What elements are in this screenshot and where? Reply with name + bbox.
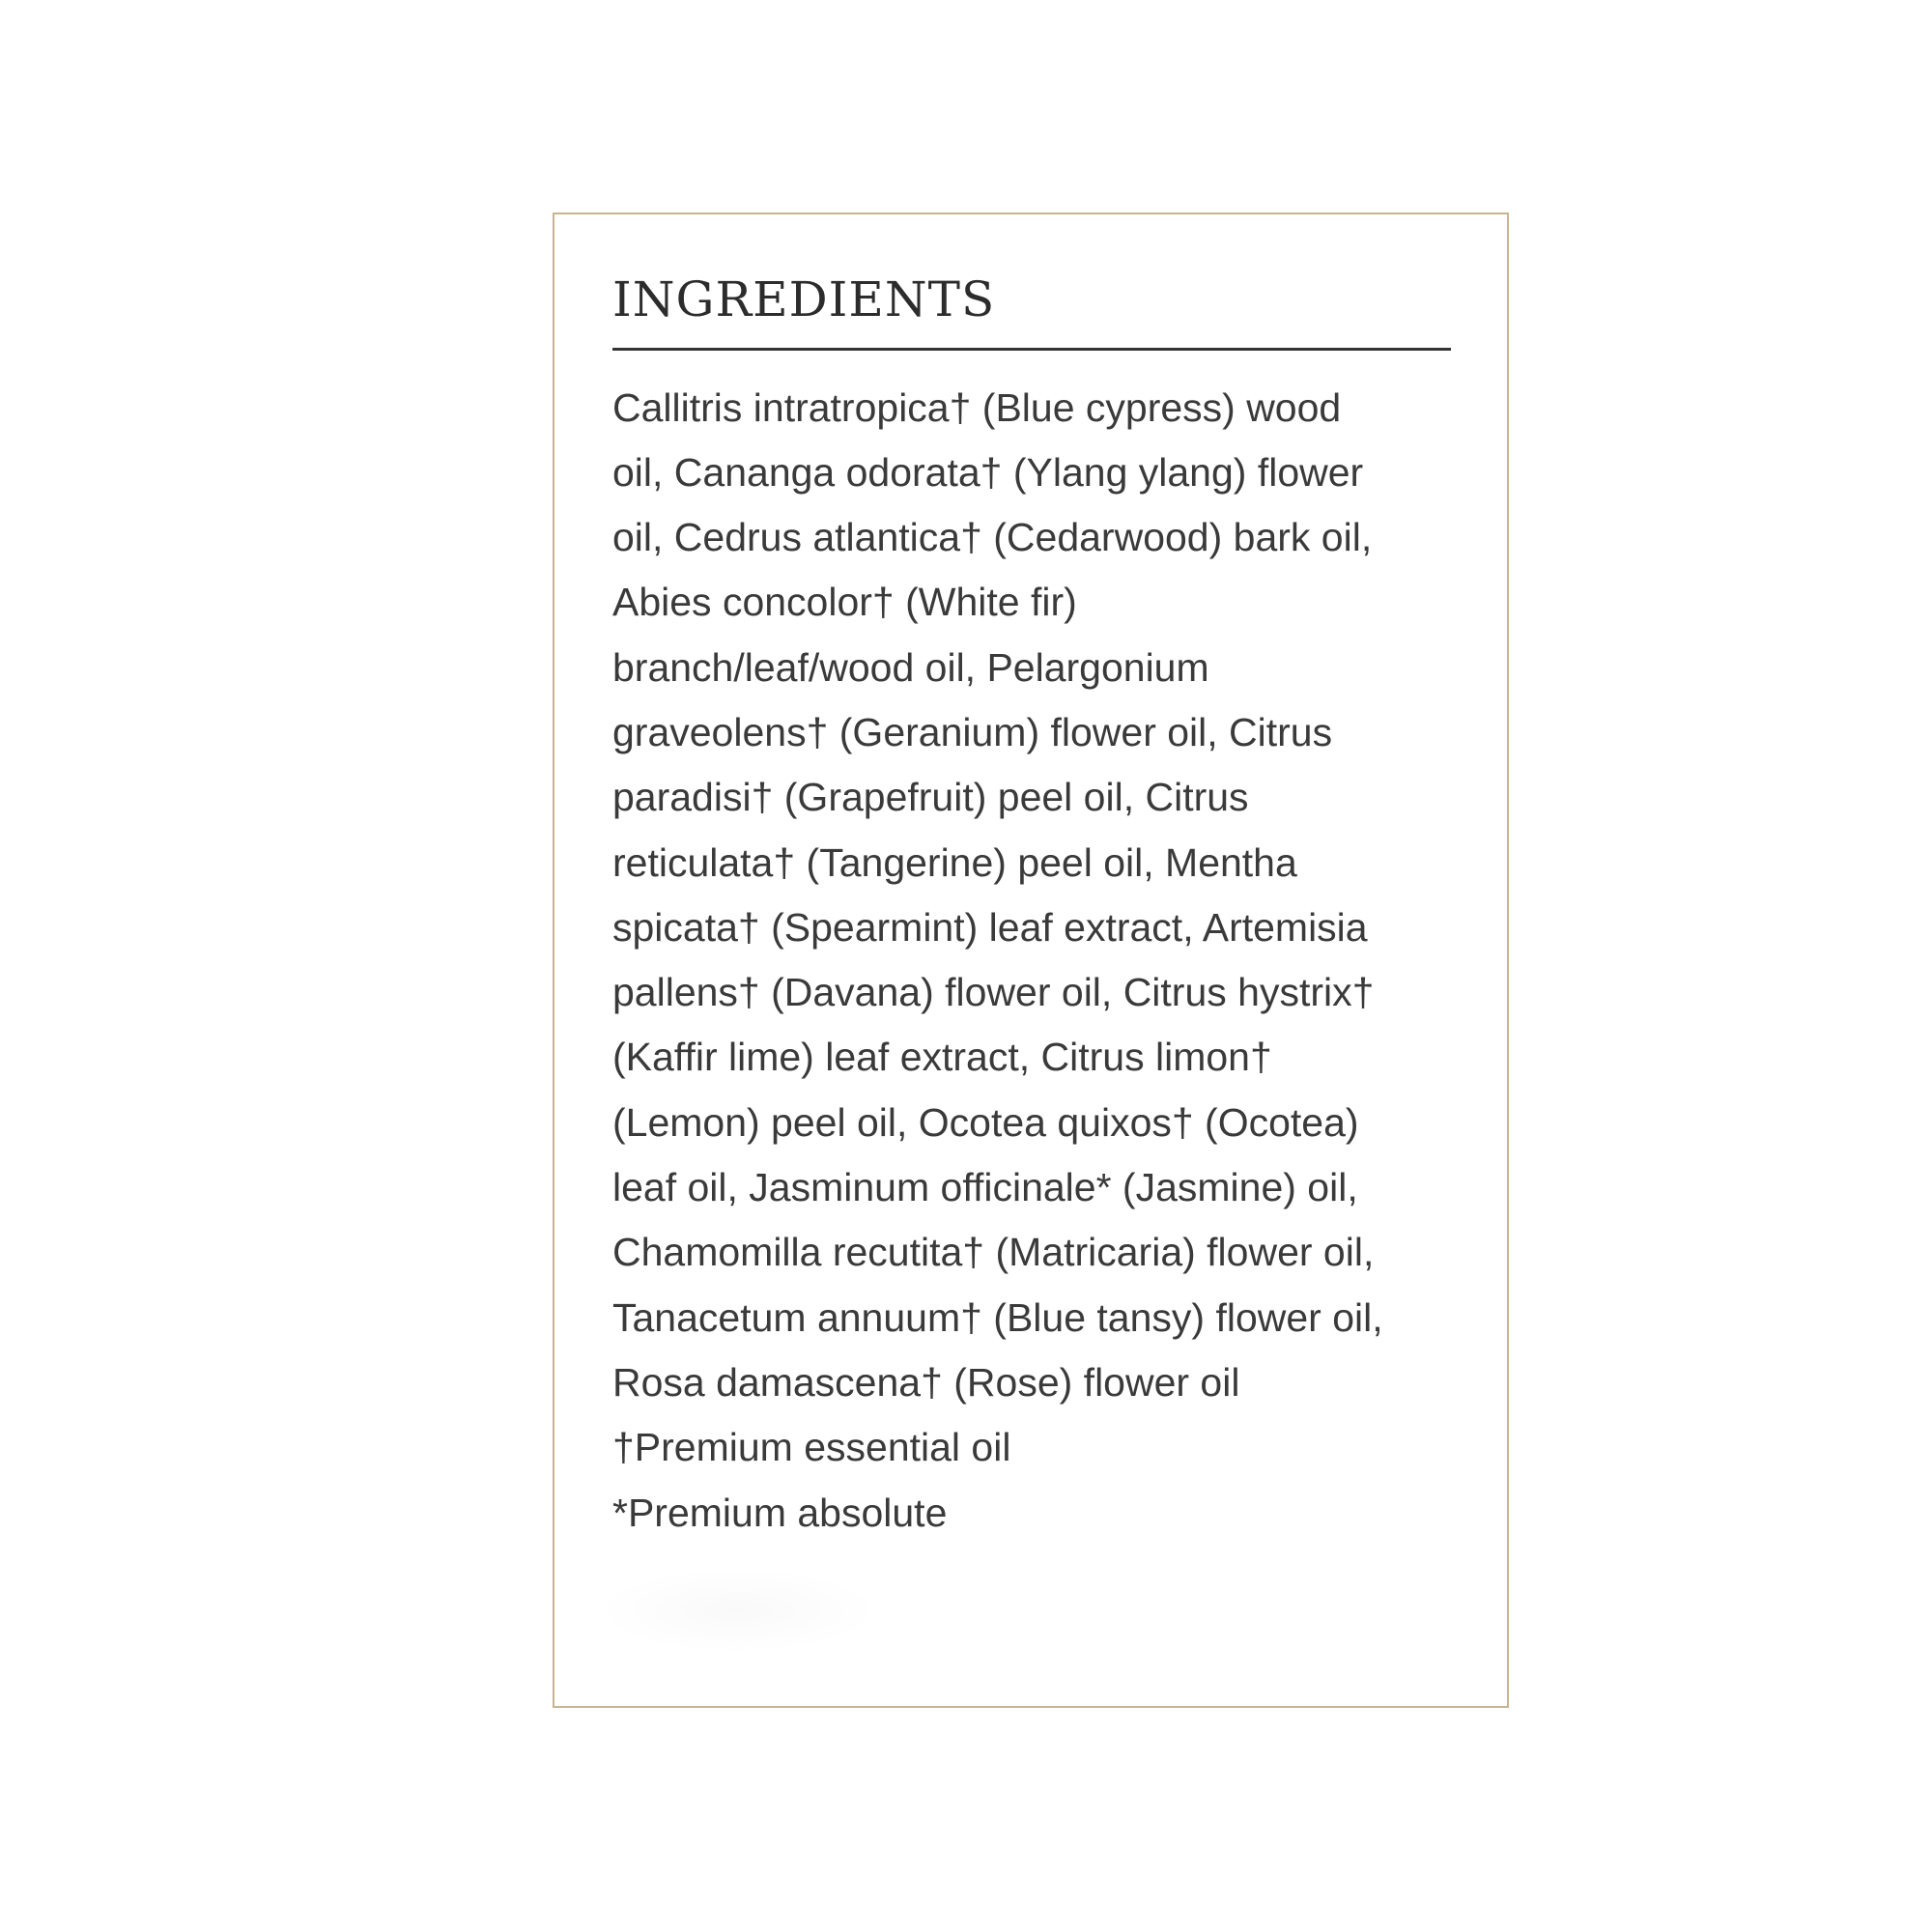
background-smudge [593,1567,883,1654]
ingredients-heading: INGREDIENTS [612,272,1451,351]
ingredients-content [612,272,1451,1546]
ingredients-list: Callitris intratropica† (Blue cypress) wood oil, Cananga odorata† (Ylang ylang) flower oil, Cedrus atlantica† (Cedarwood) bark oil, Abies concolor† (White fir) branch/leaf/wood oil, Pelargonium graveolens† (Geranium) flower oil, Citrus paradisi† (Grapefruit) peel oil, Citrus reticulata† (Tangerine) peel oil, Mentha spicata† (Spearmint) leaf extract, Artemisia pallens† (Davana) flower oil, Citrus hystrix† (Kaffir lime) leaf extract, Citrus limon† (Lemon) peel oil, Ocotea quixos† (Ocotea) leaf oil, Jasminum officinale* (Jasmine) oil, Chamomilla recutita† (Matricaria) flower oil, Tanacetum annuum† (Blue tansy) flower oil, Rosa damascena† (Rose) flower oil [612,384,1383,1405]
footnote-premium-essential-oil: †Premium essential oil [612,1425,1011,1470]
footnote-premium-absolute: *Premium absolute [612,1490,948,1535]
ingredients-card [553,213,1509,1708]
